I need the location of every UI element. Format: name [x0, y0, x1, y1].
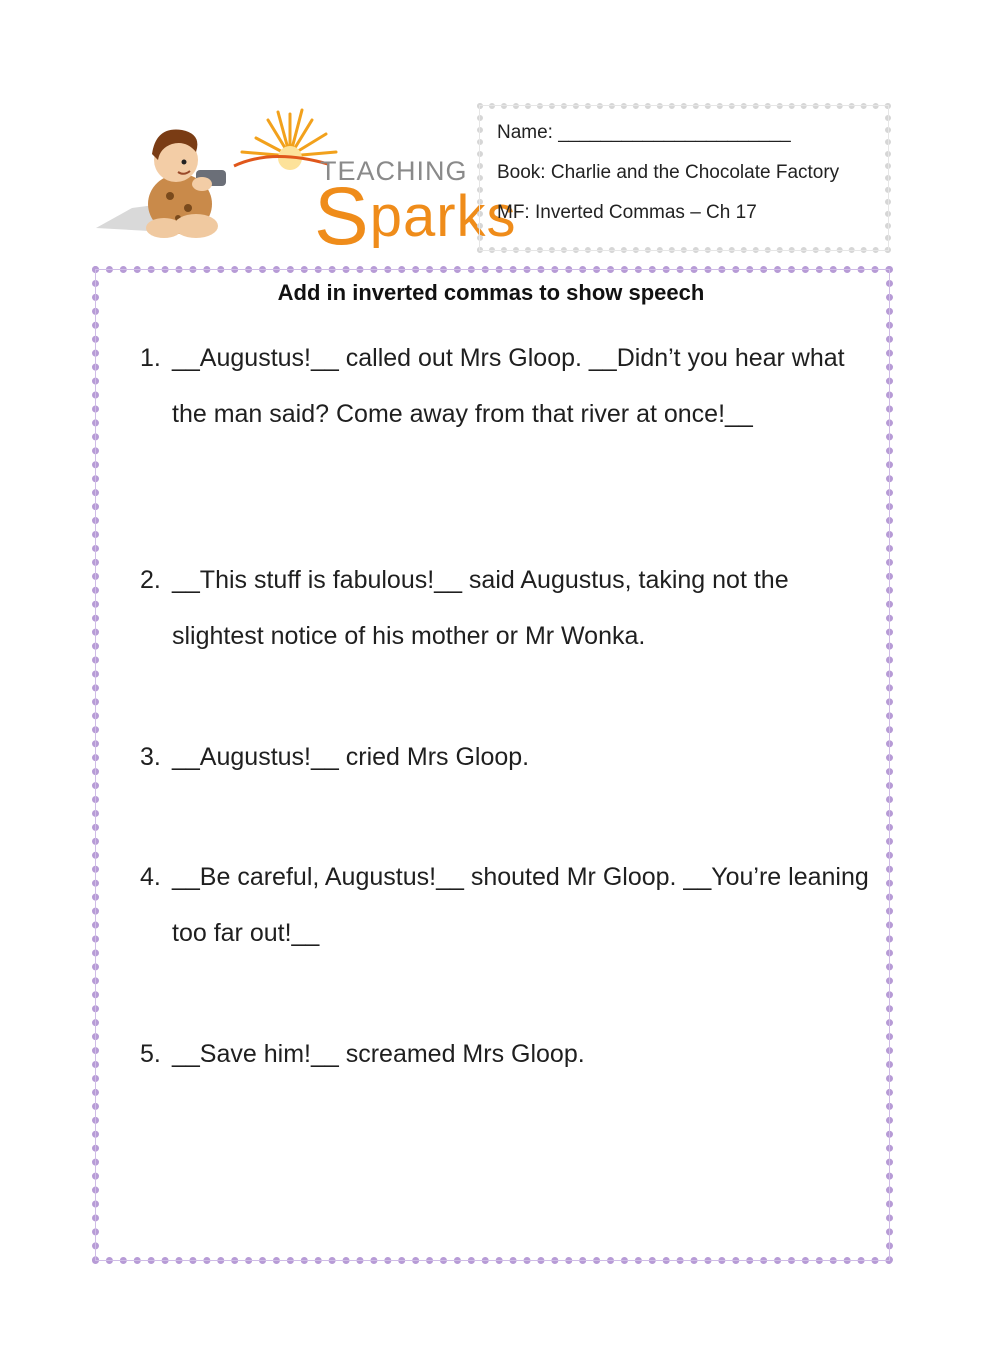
question-number: 5.	[140, 1040, 161, 1068]
logo-word-teaching: TEACHING	[320, 156, 468, 186]
question-number: 2.	[140, 566, 161, 594]
question-text[interactable]: __Save him!__ screamed Mrs Gloop.	[172, 1040, 585, 1068]
question-item	[140, 1026, 870, 1082]
name-field[interactable]: Name: ______________________	[497, 122, 791, 143]
student-info-box	[477, 103, 891, 253]
question-text[interactable]: __Augustus!__ cried Mrs Gloop.	[172, 743, 530, 771]
question-item	[140, 849, 870, 961]
question-item	[140, 552, 870, 664]
question-number: 4.	[140, 863, 161, 891]
teaching-sparks-logo	[92, 104, 517, 262]
question-item	[140, 729, 870, 785]
question-number: 1.	[140, 344, 161, 372]
worksheet-heading: Add in inverted commas to show speech	[277, 280, 705, 305]
logo-initial: S	[314, 171, 370, 262]
book-title: Book: Charlie and the Chocolate Factory	[497, 162, 840, 183]
question-text[interactable]: __Augustus!__ called out Mrs Gloop. __Didn’t you hear what the man said? Come away from that river at once!__	[172, 344, 845, 428]
question-text[interactable]: __This stuff is fabulous!__ said Augustus, taking not the slightest notice of his mother or Mr Wonka.	[172, 566, 789, 650]
question-number: 3.	[140, 743, 161, 771]
logo-word-rest: parks	[369, 184, 517, 249]
mf-topic: MF: Inverted Commas – Ch 17	[497, 202, 757, 223]
question-text[interactable]: __Be careful, Augustus!__ shouted Mr Gloop. __You’re leaning too far out!__	[172, 863, 869, 947]
question-item	[140, 330, 870, 442]
